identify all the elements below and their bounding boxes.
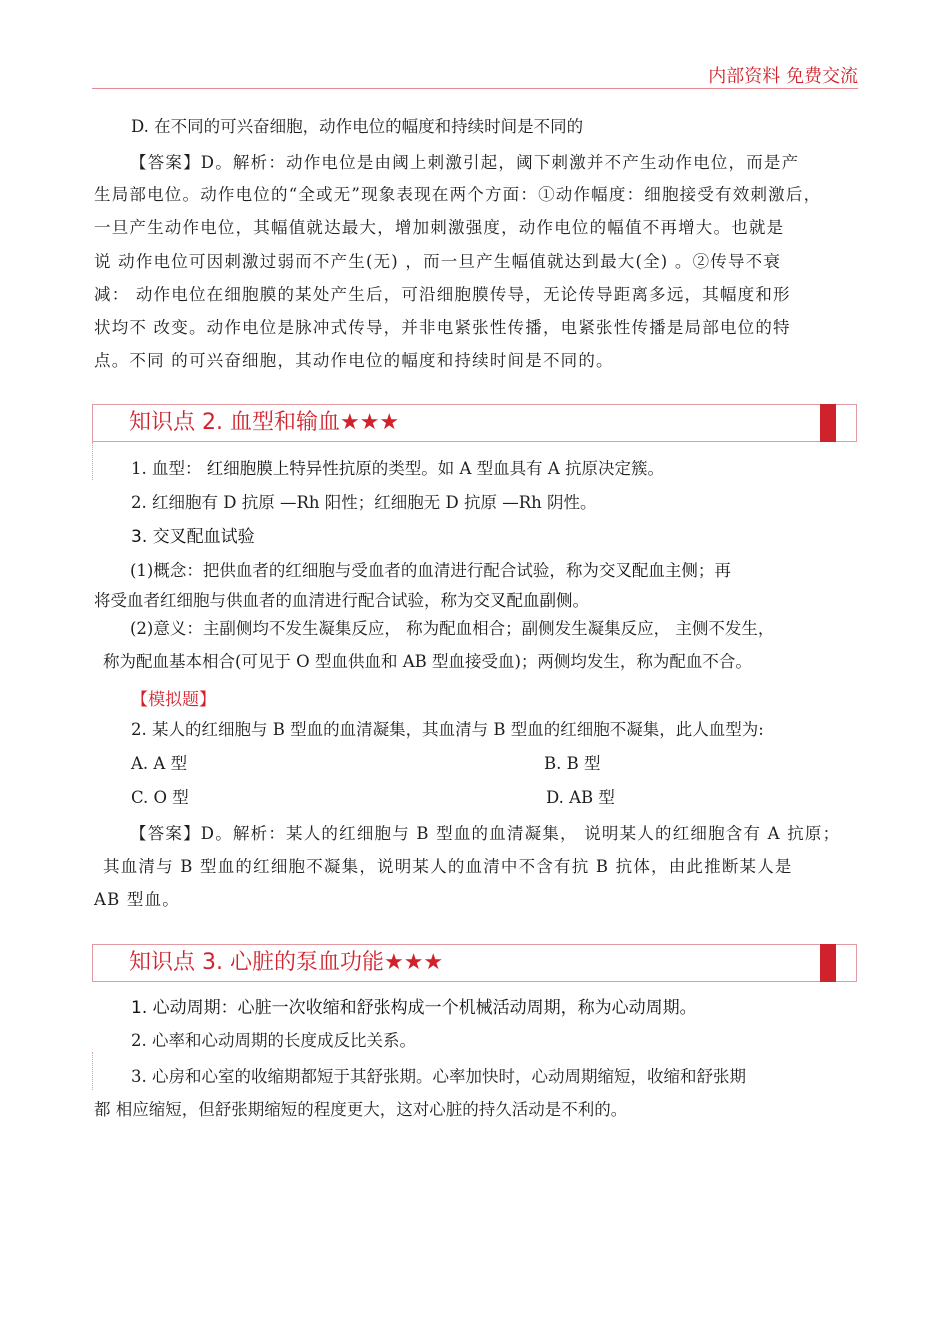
systole-diastole-line: 3. 心房和心室的收缩期都短于其舒张期。心率加快时，心动周期缩短，收缩和舒张期	[131, 1067, 746, 1086]
crossmatch-concept-line	[94, 589, 589, 613]
option-d: D. AB 型	[546, 788, 615, 807]
crossmatch-concept-prefix: (1)概念：把供血者的红细胞与受血者的血清进行配合试验，称为	[130, 561, 599, 580]
section-2-title: 知识点 2. 血型和输血★★★	[129, 410, 400, 435]
crossmatch-concept-line	[130, 559, 731, 583]
q1-answer-line: 生局部电位。动作电位的“全或无”现象表现在两个方面：①动作幅度：细胞接受有效刺激后，	[94, 185, 822, 204]
section-3-title: 知识点 3. 心脏的泵血功能★★★	[129, 950, 444, 975]
crossmatch-concept-prefix: 将受血者红细胞与供血者的血清进行配合试验，称为	[94, 591, 474, 610]
q1-answer-line: 一旦产生动作电位，其幅值就达最大，增加刺激强度，动作电位的幅值不再增大。也就是	[94, 218, 785, 237]
header-tag: 内部资料 免费交流	[708, 66, 858, 87]
mock-answer-line: 【答案】D。解析：某人的红细胞与 B 型血的血清凝集， 说明某人的红细胞含有 A 抗原；	[130, 824, 841, 843]
blood-type-item	[131, 457, 664, 481]
mock-answer-line: 其血清与 B 型血的红细胞不凝集，说明某人的血清中不含有抗 B 抗体，由此推断某人是	[103, 857, 793, 876]
systole-diastole-line: 都 相应缩短，但舒张期缩短的程度更大，这对心脏的持久活动是不利的。	[94, 1100, 628, 1119]
option-c: C. O 型	[131, 788, 189, 807]
blood-type-item-prefix: 1. 血型：	[131, 459, 207, 478]
q1-answer-line: 点。不同 的可兴奋细胞，其动作电位的幅度和持续时间是不同的。	[94, 351, 614, 370]
rh-item: 2. 红细胞有 D 抗原 —Rh 阳性；红细胞无 D 抗原 —Rh 阴性。	[131, 493, 597, 512]
section-3-header	[92, 944, 857, 982]
crossmatch-major-bold: 交叉配血主侧	[598, 561, 698, 580]
option-a: A. A 型	[131, 754, 188, 773]
header-divider	[92, 88, 858, 89]
crossmatch-concept-suffix: 。	[572, 591, 589, 610]
mock-question-label: 【模拟题】	[131, 690, 216, 710]
section-2-dotted-rule	[92, 442, 93, 480]
section-3-dotted-rule	[92, 1052, 93, 1090]
q1-answer-line: 【答案】D。解析：动作电位是由阈上刺激引起，阈下刺激并不产生动作电位，而是产	[130, 153, 800, 172]
blood-type-item-suffix: 的类型。如 A 型血具有 A 抗原决定簇。	[371, 459, 665, 478]
crossmatch-minor-bold: 交叉配血副侧	[473, 591, 573, 610]
option-b: B. B 型	[544, 754, 601, 773]
section-2-header	[92, 404, 857, 442]
blood-type-definition-bold: 红细胞膜上特异性抗原	[206, 459, 372, 478]
q1-answer-line: 状均不 改变。动作电位是脉冲式传导，并非电紧张性传播，电紧张性传播是局部电位的特	[94, 318, 791, 337]
q1-answer-line: 减： 动作电位在细胞膜的某处产生后，可沿细胞膜传导，无论传导距离多远，其幅度和形	[94, 285, 791, 304]
q1-option-d: D. 在不同的可兴奋细胞，动作电位的幅度和持续时间是不同的	[131, 117, 584, 136]
crossmatch-concept-suffix: ；再	[697, 561, 731, 580]
mock-question-text: 2. 某人的红细胞与 B 型血的血清凝集，其血清与 B 型血的红细胞不凝集，此人血型为:	[131, 720, 764, 739]
mock-answer-line: AB 型血。	[94, 890, 180, 909]
heart-rate-relation: 2. 心率和心动周期的长度成反比关系。	[131, 1031, 416, 1050]
q1-answer-line: 说 动作电位可因刺激过弱而不产生(无) ，而一旦产生幅值就达到最大(全) 。②传导不衰	[94, 252, 782, 271]
crossmatch-title: 3. 交叉配血试验	[131, 527, 255, 547]
section-3-accent-bar	[820, 944, 836, 982]
crossmatch-meaning-line: (2)意义：主副侧均不发生凝集反应， 称为配血相合；副侧发生凝集反应， 主侧不发生，	[130, 619, 775, 638]
section-2-accent-bar	[820, 404, 836, 442]
crossmatch-meaning-line: 称为配血基本相合(可见于 O 型血供血和 AB 型血接受血)；两侧均发生，称为配血不合。	[103, 652, 752, 671]
cardiac-cycle-definition: 1. 心动周期：心脏一次收缩和舒张构成一个机械活动周期，称为心动周期。	[131, 998, 697, 1018]
